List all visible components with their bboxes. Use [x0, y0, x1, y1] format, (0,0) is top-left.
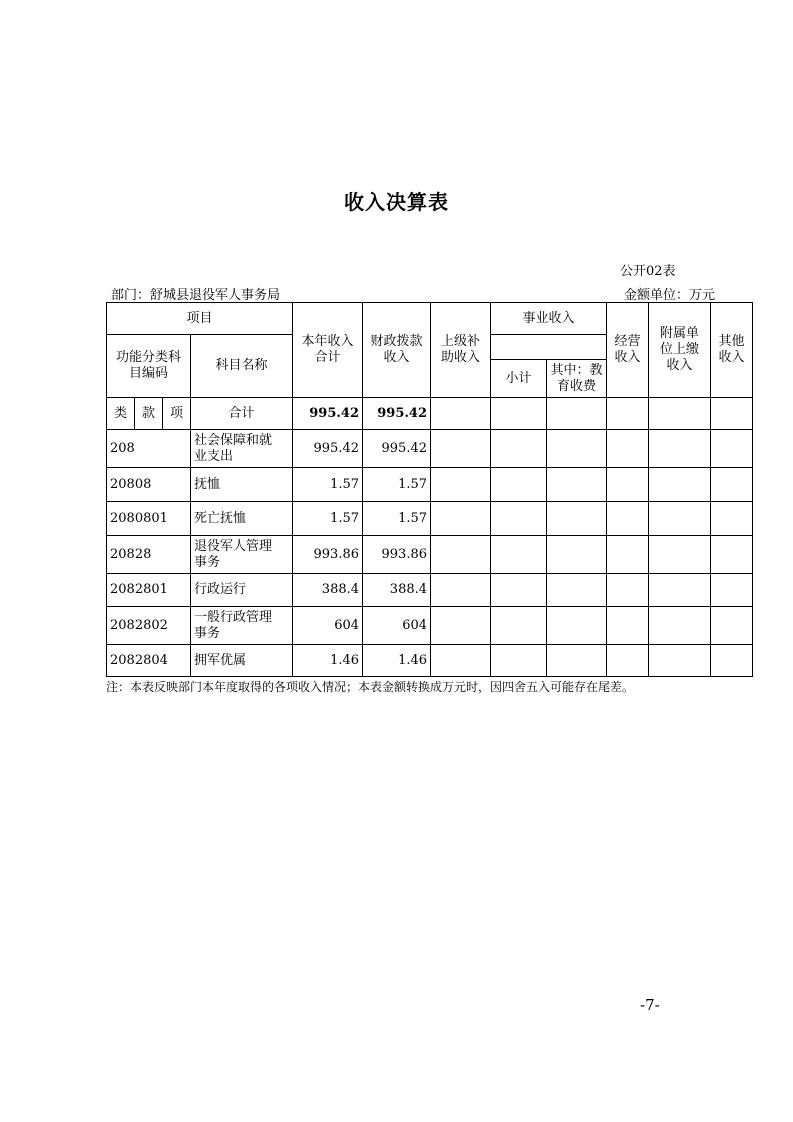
row-code: 2080801 [107, 502, 191, 536]
row-name: 社会保障和就 业支出 [191, 430, 293, 468]
header-affiliated: 附属单 位上缴 收入 [649, 303, 711, 398]
row-total: 993.86 [293, 536, 363, 574]
header-project: 项目 [107, 303, 293, 335]
header-func-code: 功能分类科 目编码 [107, 335, 191, 398]
department-label: 部门：舒城县退役军人事务局 [111, 288, 281, 303]
table-row [107, 468, 753, 502]
header-operating: 经营 收入 [607, 303, 649, 398]
row-name: 一般行政管理 事务 [191, 607, 293, 645]
footnote: 注：本表反映部门本年度取得的各项收入情况；本表金额转换成万元时，因四舍五入可能存在尾差。 [106, 680, 635, 694]
row-fiscal: 604 [363, 607, 431, 645]
income-table [106, 302, 753, 677]
page-number: -7- [640, 996, 660, 1014]
row-total: 1.46 [293, 645, 363, 677]
table-row [107, 536, 753, 574]
header-superior: 上级补 助收入 [431, 303, 491, 398]
total-label: 合计 [191, 398, 293, 430]
header-career-edu: 其中：教 育收费 [547, 360, 607, 398]
row-code: 208 [107, 430, 191, 468]
table-row [107, 607, 753, 645]
row-name: 抚恤 [191, 468, 293, 502]
row-name: 拥军优属 [191, 645, 293, 677]
header-career-subtotal: 小计 [491, 360, 547, 398]
row-name: 退役军人管理 事务 [191, 536, 293, 574]
row-name: 行政运行 [191, 574, 293, 607]
form-code: 公开02表 [620, 264, 676, 279]
table-row [107, 502, 753, 536]
header-subject-name: 科目名称 [191, 335, 293, 398]
row-fiscal: 1.57 [363, 502, 431, 536]
row-name: 死亡抚恤 [191, 502, 293, 536]
row-fiscal: 993.86 [363, 536, 431, 574]
row-total: 1.57 [293, 468, 363, 502]
row-code: 20828 [107, 536, 191, 574]
header-xiang: 项 [163, 398, 191, 430]
header-class: 类 [107, 398, 135, 430]
row-code: 2082801 [107, 574, 191, 607]
row-code: 20808 [107, 468, 191, 502]
header-career-spacer [491, 335, 607, 360]
unit-label: 金额单位：万元 [624, 288, 716, 303]
row-total: 995.42 [293, 430, 363, 468]
header-total: 本年收入 合计 [293, 303, 363, 398]
row-code: 2082802 [107, 607, 191, 645]
row-fiscal: 1.46 [363, 645, 431, 677]
table-row [107, 574, 753, 607]
total-fiscal: 995.42 [363, 398, 431, 430]
total-amount: 995.42 [293, 398, 363, 430]
header-other: 其他 收入 [711, 303, 753, 398]
table-row [107, 645, 753, 677]
header-kuan: 款 [135, 398, 163, 430]
row-fiscal: 995.42 [363, 430, 431, 468]
row-total: 1.57 [293, 502, 363, 536]
row-fiscal: 388.4 [363, 574, 431, 607]
row-code: 2082804 [107, 645, 191, 677]
table-row [107, 430, 753, 468]
page-title: 收入决算表 [344, 190, 449, 214]
header-career: 事业收入 [491, 303, 607, 335]
row-total: 604 [293, 607, 363, 645]
row-fiscal: 1.57 [363, 468, 431, 502]
header-fiscal: 财政拨款 收入 [363, 303, 431, 398]
row-total: 388.4 [293, 574, 363, 607]
